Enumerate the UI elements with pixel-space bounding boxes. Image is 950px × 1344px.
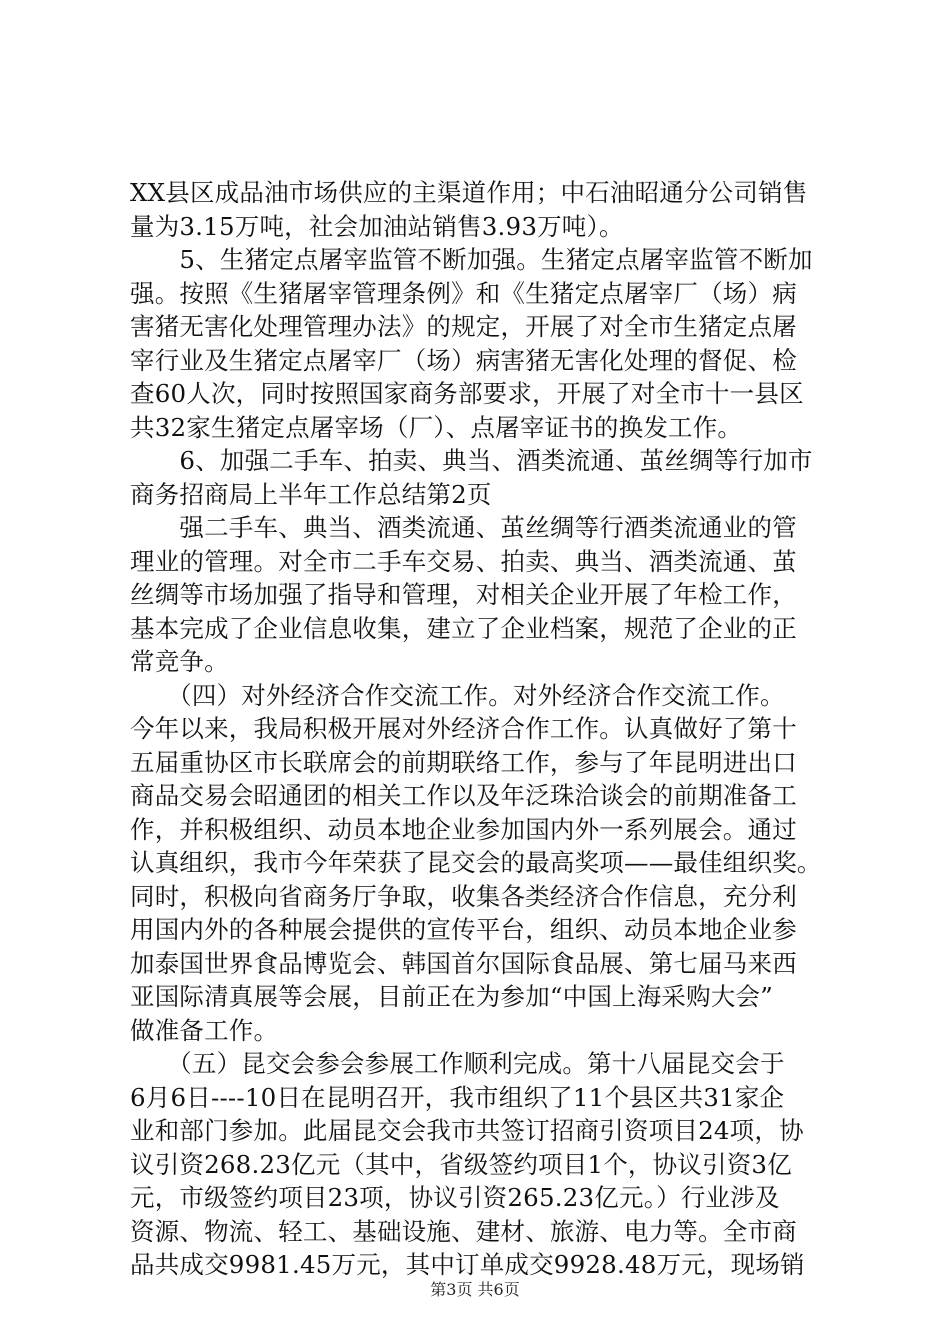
text-line: 品共成交9981.45万元，其中订单成交9928.48万元，现场销 bbox=[130, 1250, 805, 1279]
text-line: 作，并积极组织、动员本地企业参加国内外一系列展会。通过 bbox=[130, 814, 797, 844]
text-line: 6、加强二手车、拍卖、典当、酒类流通、茧丝绸等行加市 bbox=[130, 446, 813, 475]
text-line: 商品交易会昭通团的相关工作以及年泛珠洽谈会的前期准备工 bbox=[130, 781, 797, 810]
text-line: 认真组织，我市今年荣获了昆交会的最高奖项——最佳组织奖。 bbox=[130, 848, 822, 877]
text-line: 理业的管理。对全市二手车交易、拍卖、典当、酒类流通、茧 bbox=[130, 546, 797, 576]
text-line: 丝绸等市场加强了指导和管理，对相关企业开展了年检工作， bbox=[130, 580, 797, 609]
text-line: 5、生猪定点屠宰监管不断加强。生猪定点屠宰监管不断加 bbox=[130, 245, 813, 274]
text-line: 宰行业及生猪定点屠宰厂（场）病害猪无害化处理的督促、检 bbox=[130, 345, 797, 375]
text-line: （五）昆交会参会参展工作顺利完成。第十八届昆交会于 bbox=[130, 1049, 785, 1078]
text-line: 强二手车、典当、酒类流通、茧丝绸等行酒类流通业的管 bbox=[130, 513, 797, 542]
text-line: 议引资268.23亿元（其中，省级签约项目1个，协议引资3亿 bbox=[130, 1149, 792, 1179]
text-line: 量为3.15万吨，社会加油站销售3.93万吨）。 bbox=[130, 211, 624, 241]
page-footer: 第3页 共6页 bbox=[430, 1280, 520, 1299]
text-line: 加泰国世界食品博览会、韩国首尔国际食品展、第七届马来西 bbox=[130, 948, 797, 978]
text-line: XX县区成品油市场供应的主渠道作用；中石油昭通分公司销售 bbox=[130, 178, 808, 207]
text-line: 6月6日----10日在昆明召开，我市组织了11个县区共31家企 bbox=[130, 1082, 785, 1112]
text-line: 五届重协区市长联席会的前期联络工作，参与了年昆明进出口 bbox=[130, 747, 797, 777]
text-line: 用国内外的各种展会提供的宣传平台，组织、动员本地企业参 bbox=[130, 915, 797, 944]
text-line: 亚国际清真展等会展，目前正在为参加“中国上海采购大会” bbox=[130, 982, 773, 1011]
text-line: 常竞争。 bbox=[130, 647, 229, 676]
text-line: （四）对外经济合作交流工作。对外经济合作交流工作。 bbox=[130, 680, 785, 710]
document-body bbox=[130, 176, 830, 1282]
text-line: 同时，积极向省商务厅争取，收集各类经济合作信息，充分利 bbox=[130, 881, 797, 911]
text-line: 资源、物流、轻工、基础设施、建材、旅游、电力等。全市商 bbox=[130, 1216, 797, 1246]
text-line: 害猪无害化处理管理办法》的规定，开展了对全市生猪定点屠 bbox=[130, 312, 797, 341]
text-line: 共32家生猪定点屠宰场（厂）、点屠宰证书的换发工作。 bbox=[130, 412, 743, 442]
text-line: 元，市级签约项目23项，协议引资265.23亿元。）行业涉及 bbox=[130, 1183, 780, 1212]
text-line: 今年以来，我局积极开展对外经济合作工作。认真做好了第十 bbox=[130, 714, 797, 743]
text-line: 强。按照《生猪屠宰管理条例》和《生猪定点屠宰厂（场）病 bbox=[130, 278, 797, 308]
text-line: 商务招商局上半年工作总结第2页 bbox=[130, 479, 492, 509]
text-line: 查60人次，同时按照国家商务部要求，开展了对全市十一县区 bbox=[130, 379, 804, 408]
text-line: 业和部门参加。此届昆交会我市共签订招商引资项目24项，协 bbox=[130, 1116, 804, 1145]
text-line: 做准备工作。 bbox=[130, 1015, 279, 1045]
text-line: 基本完成了企业信息收集，建立了企业档案，规范了企业的正 bbox=[130, 613, 797, 643]
